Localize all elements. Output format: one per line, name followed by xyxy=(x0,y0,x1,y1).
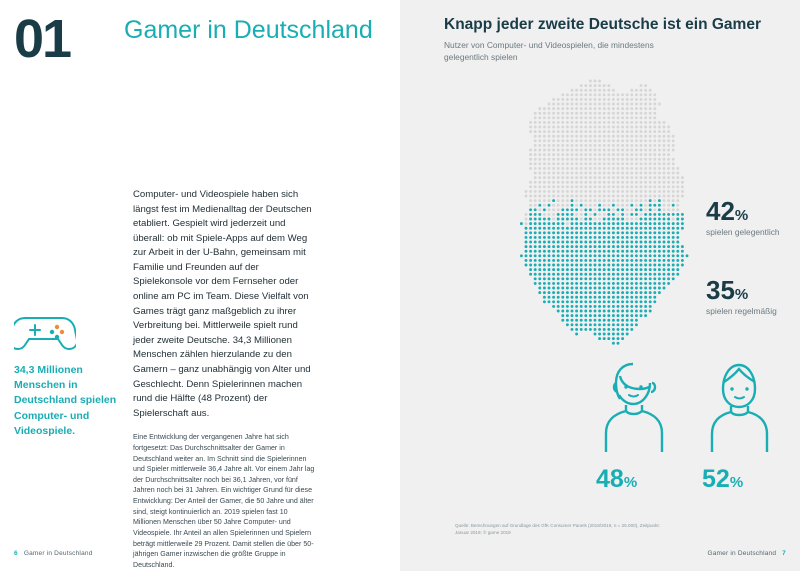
right-page-number: 7 xyxy=(782,550,786,557)
body-column xyxy=(133,188,316,571)
source-note: Quelle: Berechnungen auf Grundlage des GfK Consumer Panels (2018/2019, n = 25.000), Zeitpunkt: Januar 2019; © game 2019 xyxy=(455,523,660,536)
male-person-icon xyxy=(702,449,776,466)
germany-dot-map xyxy=(500,78,700,348)
gender-split-group xyxy=(596,356,786,506)
kpi-regular xyxy=(706,277,777,317)
right-page xyxy=(400,0,800,571)
stat-callout xyxy=(14,308,126,439)
infographic-subtitle: Nutzer von Computer- und Videospielen, die mindestens gelegentlich spielen xyxy=(444,40,654,62)
kpi-regular-value: 35% xyxy=(706,275,749,305)
male-stat xyxy=(702,356,776,492)
stat-callout-text: 34,3 Millionen Menschen in Deutschland spielen Computer- und Videospiele. xyxy=(14,364,117,437)
female-stat xyxy=(596,356,670,492)
kpi-occasional-label: spielen gelegentlich xyxy=(706,227,780,237)
left-page-number: 6 xyxy=(14,550,18,557)
right-page-footer xyxy=(707,550,786,557)
chapter-header xyxy=(0,0,400,69)
lead-paragraph: Computer- und Videospiele haben sich längst fest im Medienalltag der Deutschen etabliert. Gespielt wird jederzeit und überall: ob mit Spiele-Apps auf dem Weg zur Arbeit in der U-Bahn, gemeinsam mit Familie und Freunden auf der Spielekonsole vor dem Fernseher oder online am PC im Team. Diese Vielfalt von Games trägt ganz maßgeblich zu ihrer Verbreitung bei. Mittlerweile spielt rund jeder zweite Deutsche. 34,3 Millionen Menschen zählen hierzulande zu den Gamern – ganz unabhängig von Alter und Geschlecht. Denn Spielerinnen machen rund die Hälfte (48 Prozent) der Spielerschaft aus. xyxy=(133,189,312,419)
chapter-number: 01 xyxy=(14,9,71,69)
kpi-regular-label: spielen regelmäßig xyxy=(706,306,777,316)
kpi-occasional xyxy=(706,198,780,238)
gamepad-icon xyxy=(14,308,126,355)
left-page-footer xyxy=(14,550,93,557)
male-percentage: 52% xyxy=(702,465,744,493)
right-footer-label: Gamer in Deutschland xyxy=(707,550,777,557)
secondary-paragraph: Eine Entwicklung der vergangenen Jahre hat sich fortgesetzt: Das Durchschnittsalter der Gamer in Deutschland weiter an. Im Schnitt sind die Spielerinnen und Spieler mittlerweile 36,4 Jahre alt. Vor einem Jahr lag der Durchschnittsalter noch bei 36,1 Jahren, vor fünf Jahren noch bei 31 Jahren. Ein wichtiger Grund für diese Entwicklung: Der Anteil der Gamer, die 50 Jahre und älter sind, steigt kontinuierlich an. 2019 spielen fast 10 Millionen Menschen über 50 Jahre Computer- und Videospiele. Ihr Anteil an allen Spielerinnen und Spielern beträgt mittlerweile 29 Prozent. Damit stellen die über 50-jährigen Gamer inzwischen die größte Gruppe in Deutschland. xyxy=(133,433,315,569)
left-footer-label: Gamer in Deutschland xyxy=(23,550,93,557)
kpi-occasional-value: 42% xyxy=(706,196,749,226)
chapter-title: Gamer in Deutschland xyxy=(124,16,373,44)
infographic-title: Knapp jeder zweite Deutsche ist ein Gamer xyxy=(444,16,761,33)
female-person-icon xyxy=(596,449,670,466)
female-percentage: 48% xyxy=(596,465,638,493)
